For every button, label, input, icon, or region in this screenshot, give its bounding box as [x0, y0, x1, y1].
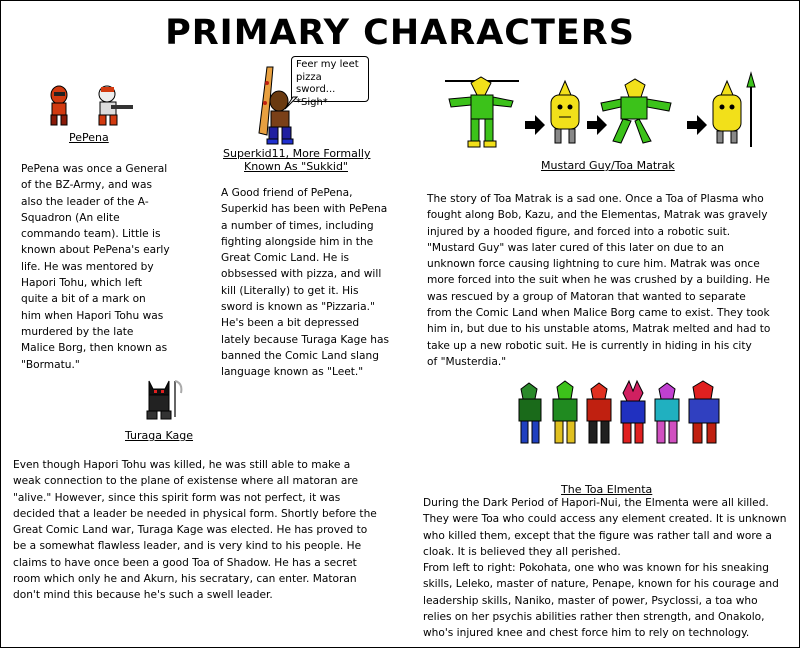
- text-line: fought along Bob, Kazu, and the Elementas, Matrak was gravely: [427, 209, 768, 222]
- speech-bubble: [291, 56, 369, 108]
- text-line: Hapori Tohu, which left: [21, 277, 143, 290]
- spear-icon: [747, 73, 755, 147]
- bubble-tail: [285, 97, 299, 111]
- text-line: take up a new robotic suit. He is currently in hiding in his city: [427, 339, 752, 352]
- text-line: murdered by the late: [21, 325, 134, 338]
- elmenta-label: The Toa Elmenta: [561, 483, 653, 496]
- text-line: a number of times, including: [221, 219, 374, 232]
- text-line: leadership skills, Naniko, master of power, Psyclossi, a toa who: [423, 594, 758, 607]
- text-line: him in, but due to his unstable atoms, Matrak melted and had to: [427, 323, 771, 336]
- text-line: who's injured knee and chest force him to rely on technology.: [423, 627, 750, 640]
- toa-matrak-suit-sprite: [601, 79, 671, 143]
- arrow-right-icon: [587, 115, 607, 135]
- text-line: skills, Leleko, master of nature, Penape, known for his courage and: [423, 578, 779, 591]
- mustard-guy-sprite: [551, 81, 579, 143]
- text-line: banned the Comic Land slang: [221, 349, 379, 362]
- text-line: Superkid has been with PePena: [221, 203, 388, 216]
- text-line: also the leader of the A-: [21, 195, 149, 208]
- text-line: who killed them, except that the figure was rather tall and wore a: [423, 529, 772, 542]
- mustard-guy-spear-sprite: [713, 73, 755, 147]
- text-line: unknown force causing lightning to cure him. Matrak was once: [427, 258, 760, 271]
- text-line: cloak. It is believed they all perished.: [423, 545, 621, 558]
- text-line: relies on her psychis abilities rather then strength, and Onakolo,: [423, 611, 765, 624]
- mustard-label: Mustard Guy/Toa Matrak: [541, 159, 675, 172]
- text-line: weak connection to the plane of existense where all matoran are: [13, 475, 359, 488]
- toa-penape-sprite: [587, 383, 611, 443]
- text-line: quite a bit of a mark on: [21, 293, 146, 306]
- text-line: kill (Literally) to get it. His: [221, 284, 359, 297]
- kage-description: [13, 457, 413, 604]
- text-line: During the Dark Period of Hapori-Nui, the Elmenta were all killed.: [423, 497, 769, 509]
- text-line: They were Toa who could access any element created. It is unknown: [423, 513, 787, 526]
- toa-pokohata-sprite: [519, 383, 541, 443]
- text-line: Even though Hapori Tohu was killed, he was still able to make a: [13, 459, 351, 471]
- text-line: From left to right: Pokohata, one who was known for his sneaking: [423, 562, 769, 575]
- pepena-description: [21, 161, 211, 373]
- text-line: language known as "Leet.": [221, 366, 364, 379]
- text-line: of the BZ-Army, and was: [21, 179, 152, 192]
- superkid-description: [221, 185, 421, 381]
- toa-leleko-sprite: [553, 381, 577, 443]
- mustard-transformation-sequence: [441, 73, 771, 155]
- text-line: was rescued by a group of Matoran that wanted to separate: [427, 290, 746, 303]
- text-line: sword is known as "Pizzaria.": [221, 301, 375, 314]
- arrow-right-icon: [687, 115, 707, 135]
- text-line: Malice Borg, then known as: [21, 342, 168, 355]
- pepena-armored-sprite: [99, 86, 133, 125]
- turaga-kage-sprite: [141, 377, 183, 421]
- text-line: claims to have once been a good Toa of Shadow. He has a secret: [13, 556, 357, 569]
- text-line: "Bormatu.": [21, 358, 80, 371]
- toa-naniko-sprite: [621, 381, 645, 443]
- pepena-label: PePena: [69, 131, 109, 144]
- text-line: life. He was mentored by: [21, 260, 154, 273]
- text-line: from the Comic Land when Malice Borg came to exist. They took: [427, 307, 770, 320]
- toa-elmenta-group: [513, 381, 735, 451]
- elmenta-description: [423, 495, 799, 642]
- kage-label: Turaga Kage: [125, 429, 194, 442]
- toa-onakolo-sprite: [689, 381, 719, 443]
- scythe-icon: [175, 381, 181, 417]
- text-line: him when Hapori Tohu was: [21, 309, 164, 322]
- text-line: Great Comic Land. He is: [221, 252, 350, 265]
- text-line: be a somewhat flawless leader, and is very kind to his people. He: [13, 540, 362, 553]
- text-line: injured by a hooded figure, and forced into a robotic suit.: [427, 225, 731, 238]
- toa-psyclossi-sprite: [655, 383, 679, 443]
- mustard-description: [427, 191, 799, 370]
- toa-matrak-sprite: [445, 77, 519, 147]
- text-line: lately because Turaga Kage has: [221, 333, 389, 346]
- pepena-sprites: [45, 83, 135, 127]
- text-line: commando team). Little is: [21, 228, 161, 241]
- text-line: of "Musterdia.": [427, 355, 507, 368]
- superkid-label: [223, 147, 369, 173]
- text-line: room which only he and Akurn, his secratary, can enter. Matoran: [13, 573, 357, 586]
- text-line: The story of Toa Matrak is a sad one. Once a Toa of Plasma who: [427, 193, 764, 205]
- arrow-right-icon: [525, 115, 545, 135]
- text-line: more forced into the suit when he was crushed by a building. He: [427, 274, 770, 287]
- text-line: "Mustard Guy" was later cured of this later on due to an: [427, 241, 724, 254]
- bubble-line: Feer my leet: [296, 59, 359, 70]
- text-line: "alive." However, since this spirit form was not perfect, it was: [13, 491, 341, 504]
- text-line: A Good friend of PePena,: [221, 187, 353, 199]
- superkid-label-line: Known As "Sukkid": [244, 160, 348, 173]
- text-line: don't mind this because he's such a swell leader.: [13, 589, 273, 602]
- bubble-line: *Sigh*: [296, 96, 328, 108]
- superkid-label-line: Superkid11, More Formally: [223, 147, 371, 160]
- text-line: Great Comic Land war, Turaga Kage was elected. He has proved to: [13, 524, 368, 537]
- text-line: PePena was once a General: [21, 163, 168, 175]
- page-title: PRIMARY CHARACTERS: [165, 13, 635, 53]
- text-line: He's been a bit depressed: [221, 317, 360, 330]
- text-line: obbsessed with pizza, and will: [221, 268, 382, 281]
- text-line: fighting alongside him in the: [221, 235, 374, 248]
- text-line: decided that a leader be needed in physical form. Shortly before the: [13, 507, 377, 520]
- text-line: known about PePena's early: [21, 244, 170, 257]
- bubble-line: pizza sword...: [296, 71, 336, 95]
- text-line: Squadron (An elite: [21, 211, 120, 224]
- pepena-sprite: [51, 86, 67, 125]
